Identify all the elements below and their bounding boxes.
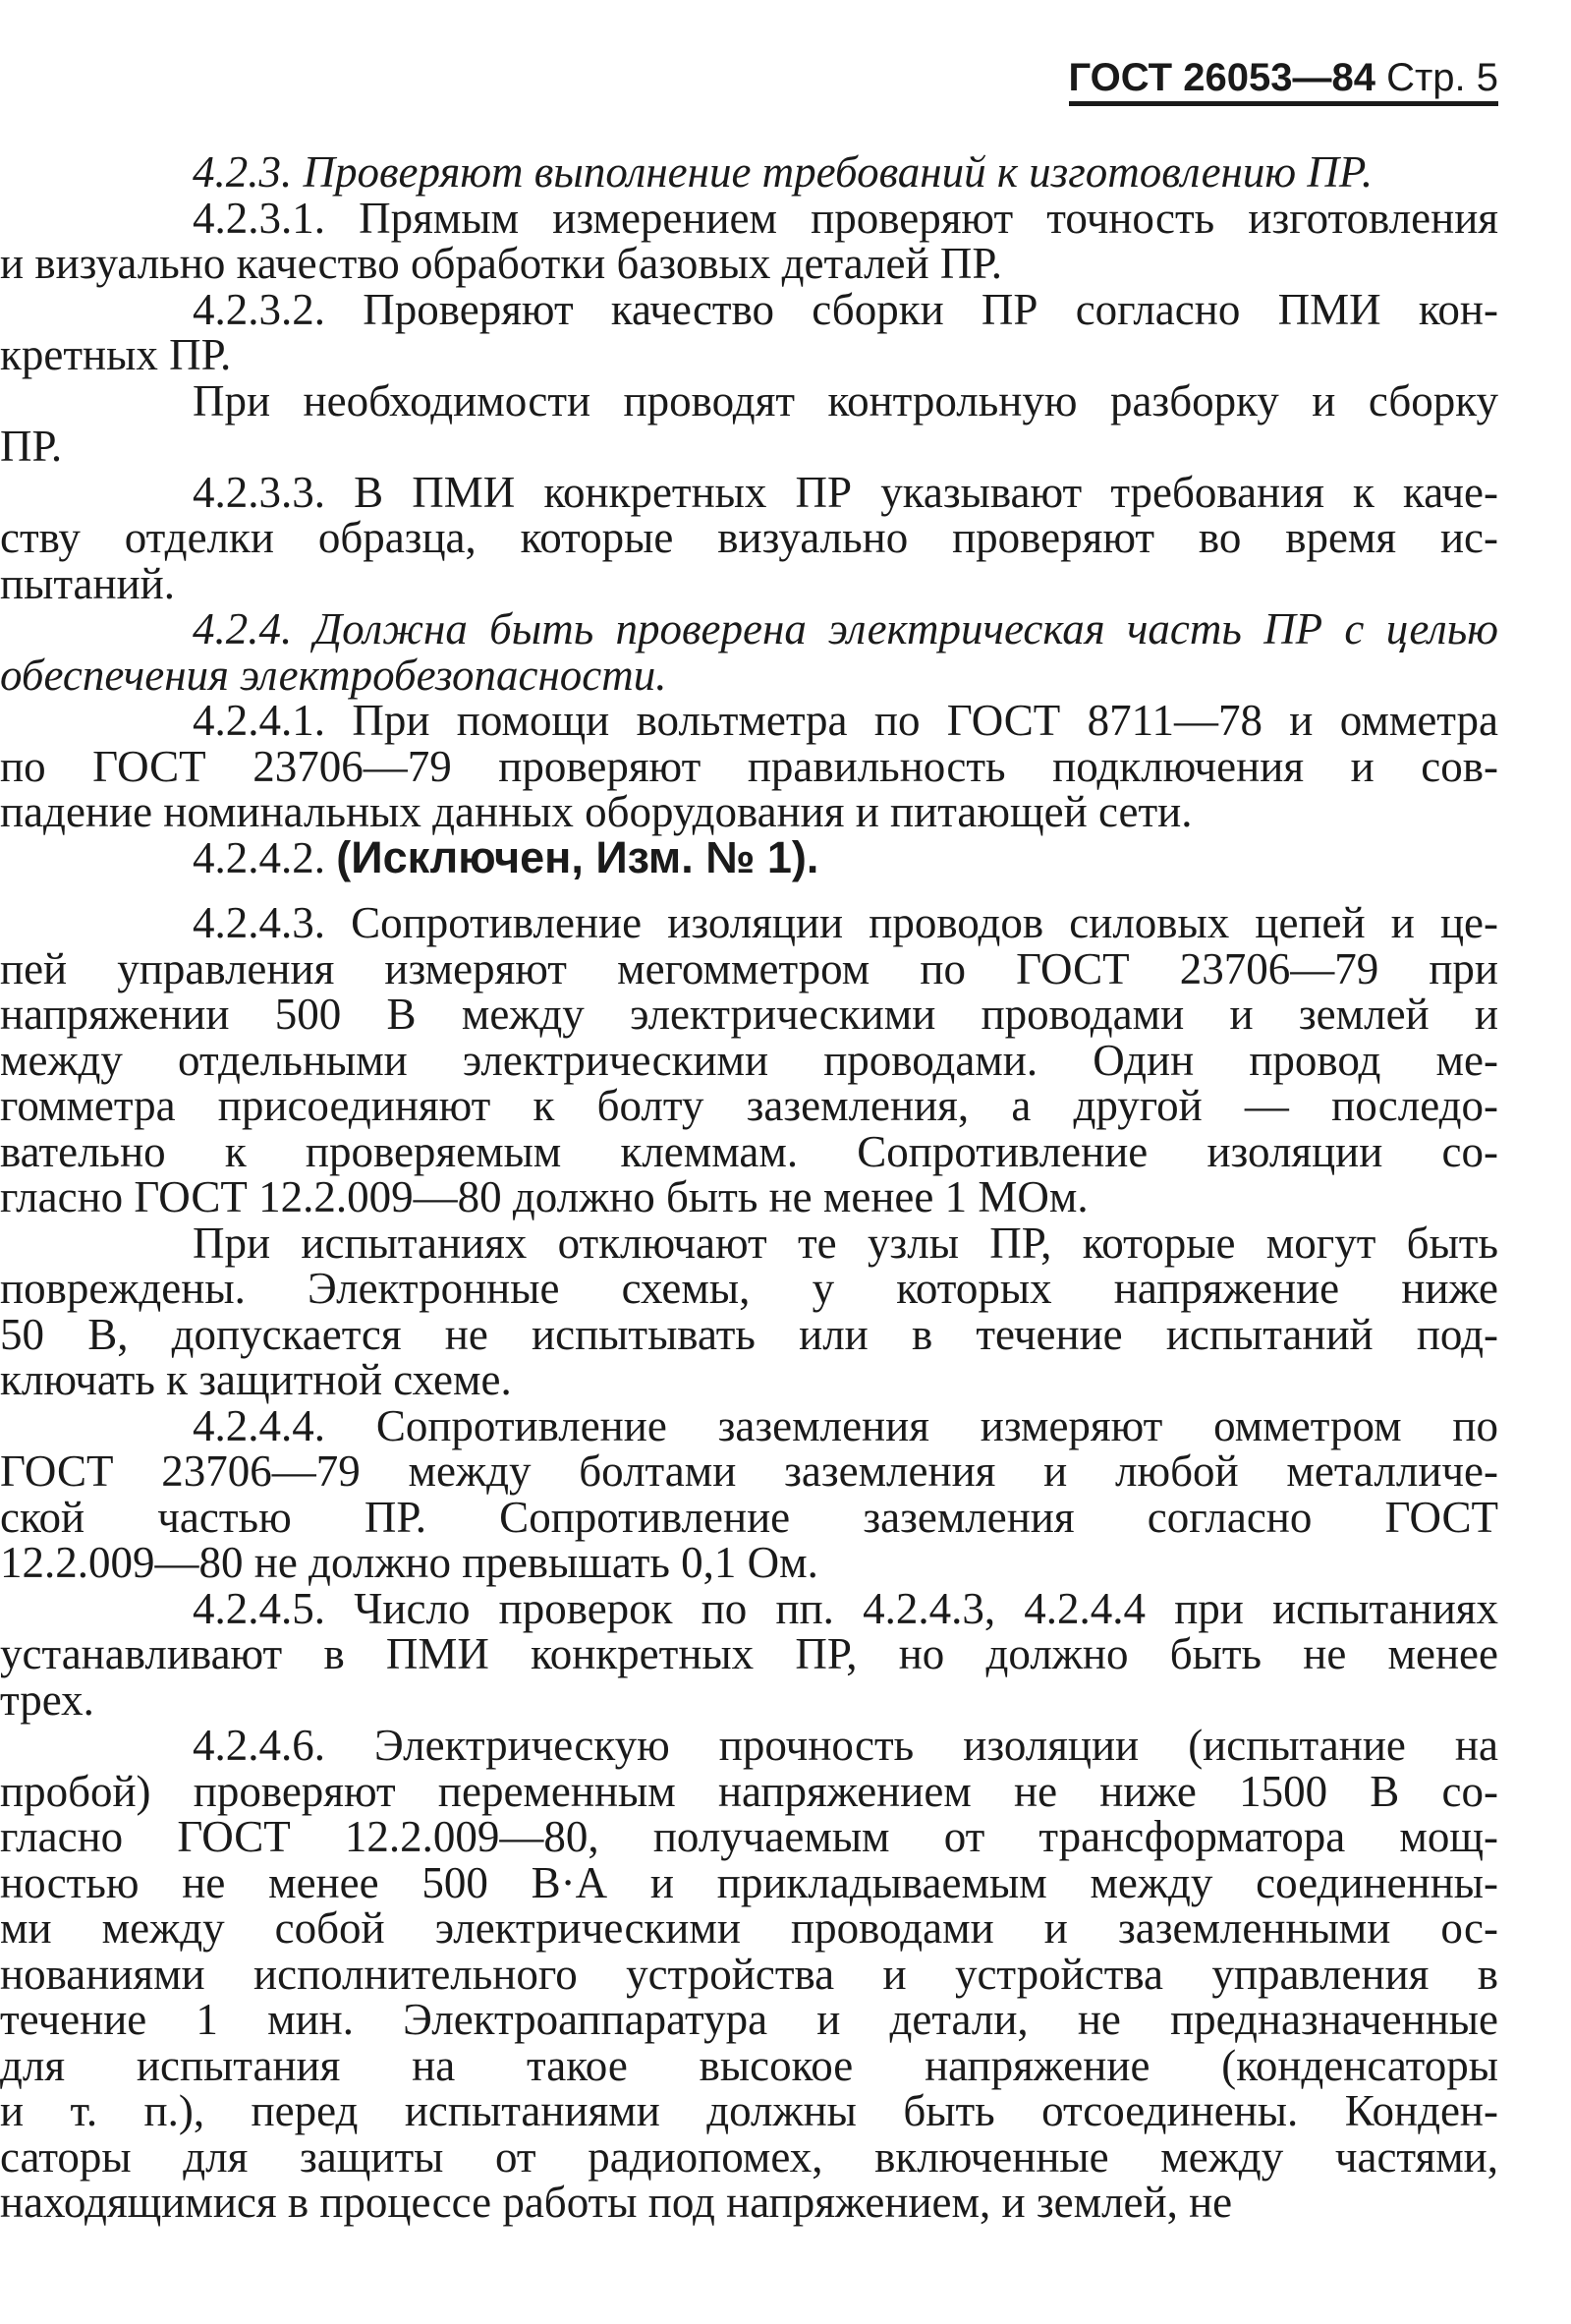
text-line: 4.2.4.5. Число проверок по пп. 4.2.4.3, 4.2.4.4 при испытаниях	[193, 1583, 1498, 1633]
text-line: гласно ГОСТ 12.2.009—80 должно быть не менее 1 МОм.	[0, 1172, 1089, 1221]
text-line: кретных ПР.	[0, 330, 232, 379]
text-line: При испытаниях отключают те узлы ПР, которые могут быть	[193, 1218, 1498, 1268]
text-line: саторы для защиты от радиопомех, включенные между частями,	[0, 2131, 1498, 2182]
text-line: падение номинальных данных оборудования и питающей сети.	[0, 787, 1193, 836]
document-body	[0, 147, 1498, 2227]
text-line: вательно к проверяемым клеммам. Сопротивление изоляции со-	[0, 1126, 1498, 1176]
text-line: ПР.	[0, 422, 63, 471]
paragraph	[0, 375, 1498, 471]
text-line: повреждены. Электронные схемы, у которых напряжение ниже	[0, 1264, 1498, 1313]
page-header	[1069, 55, 1498, 100]
paragraph	[0, 1583, 1498, 1725]
text-line: пробой) проверяют переменным напряжением не ниже 1500 В со-	[0, 1766, 1498, 1816]
text-line: 4.2.4.6. Электрическую прочность изоляции (испытание на	[193, 1721, 1498, 1770]
text-line: и т. п.), перед испытаниями должны быть отсоединены. Конден-	[0, 2086, 1498, 2135]
text-line: 4.2.3.3. В ПМИ конкретных ПР указывают требования к каче-	[193, 467, 1498, 517]
paragraph	[193, 149, 1498, 196]
text-line: между отдельными электрическими проводами. Один провод ме-	[0, 1035, 1498, 1085]
paragraph	[0, 193, 1498, 288]
text-line: 50 В, допускается не испытывать или в течение испытаний под-	[0, 1309, 1498, 1359]
header-rule	[1069, 101, 1498, 106]
text-line: для испытания на такое высокое напряжение (конденсаторы	[0, 2040, 1498, 2090]
text-line: и визуально качество обработки базовых деталей ПР.	[0, 239, 1002, 288]
paragraph	[0, 890, 1498, 1221]
text-line: 4.2.4.1. При помощи вольтметра по ГОСТ 8711—78 и омметра	[193, 696, 1498, 745]
text-line: 4.2.3. Проверяют выполнение требований к изготовлению ПР.	[193, 147, 1374, 197]
text-line: нованиями исполнительного устройства и устройства управления в	[0, 1949, 1498, 1999]
text-line	[193, 831, 1498, 882]
text-line: гомметра присоединяют к болту заземления, а другой — последо-	[0, 1081, 1498, 1130]
paragraph	[193, 831, 1498, 891]
paragraph	[0, 467, 1498, 608]
text-line: ГОСТ 23706—79 между болтами заземления и любой металличе-	[0, 1446, 1498, 1496]
text-line: 4.2.4.3. Сопротивление изоляции проводов силовых цепей и це-	[193, 898, 1498, 947]
text-line: трех.	[0, 1674, 94, 1725]
text-line: пей управления измеряют мегомметром по ГОСТ 23706—79 при	[0, 943, 1498, 993]
text-line: 4.2.4. Должна быть проверена электрическая часть ПР с целью	[193, 604, 1498, 653]
text-line: гласно ГОСТ 12.2.009—80, получаемым от трансформатора мощ-	[0, 1812, 1498, 1861]
paragraph-gap	[193, 880, 1498, 890]
paragraph	[0, 604, 1498, 700]
paragraph	[0, 1721, 1498, 2227]
text-line: устанавливают в ПМИ конкретных ПР, но должно быть не менее	[0, 1629, 1498, 1678]
text-line: 4.2.4.4. Сопротивление заземления измеряют омметром по	[193, 1400, 1498, 1450]
page-number: Стр. 5	[1386, 56, 1498, 99]
text-line: находящимися в процессе работы под напряжением, и землей, не	[0, 2178, 1233, 2227]
text-line: При необходимости проводят контрольную разборку и сборку	[193, 375, 1498, 425]
text-line: 4.2.3.1. Прямым измерением проверяют точность изготовления	[193, 193, 1498, 243]
text-line: обеспечения электробезопасности.	[0, 650, 667, 700]
text-line: по ГОСТ 23706—79 проверяют правильность подключения и сов-	[0, 741, 1498, 791]
text-line: ству отделки образца, которые визуально проверяют во время ис-	[0, 513, 1498, 562]
text-line: ской частью ПР. Сопротивление заземления согласно ГОСТ	[0, 1492, 1498, 1542]
text-line: ми между собой электрическими проводами и заземленными ос-	[0, 1903, 1498, 1953]
paragraph	[0, 284, 1498, 379]
text-line: ностью не менее 500 В·А и прикладываемым между соединенны-	[0, 1857, 1498, 1907]
text-line: 12.2.009—80 не должно превышать 0,1 Ом.	[0, 1538, 818, 1587]
paragraph	[0, 1218, 1498, 1404]
text-line: течение 1 мин. Электроаппаратура и детали, не предназначенные	[0, 1995, 1498, 2044]
text-line: пытаний.	[0, 558, 176, 608]
clause-number: 4.2.4.2.	[193, 832, 337, 882]
standard-number: ГОСТ 26053—84	[1068, 56, 1375, 99]
text-line: напряжении 500 В между электрическими проводами и землей и	[0, 990, 1498, 1039]
text-line: 4.2.3.2. Проверяют качество сборки ПР согласно ПМИ кон-	[193, 284, 1498, 334]
text-line: ключать к защитной схеме.	[0, 1355, 512, 1404]
excluded-note: (Исключен, Изм. № 1).	[336, 831, 819, 882]
paragraph	[0, 696, 1498, 836]
paragraph	[0, 1400, 1498, 1587]
